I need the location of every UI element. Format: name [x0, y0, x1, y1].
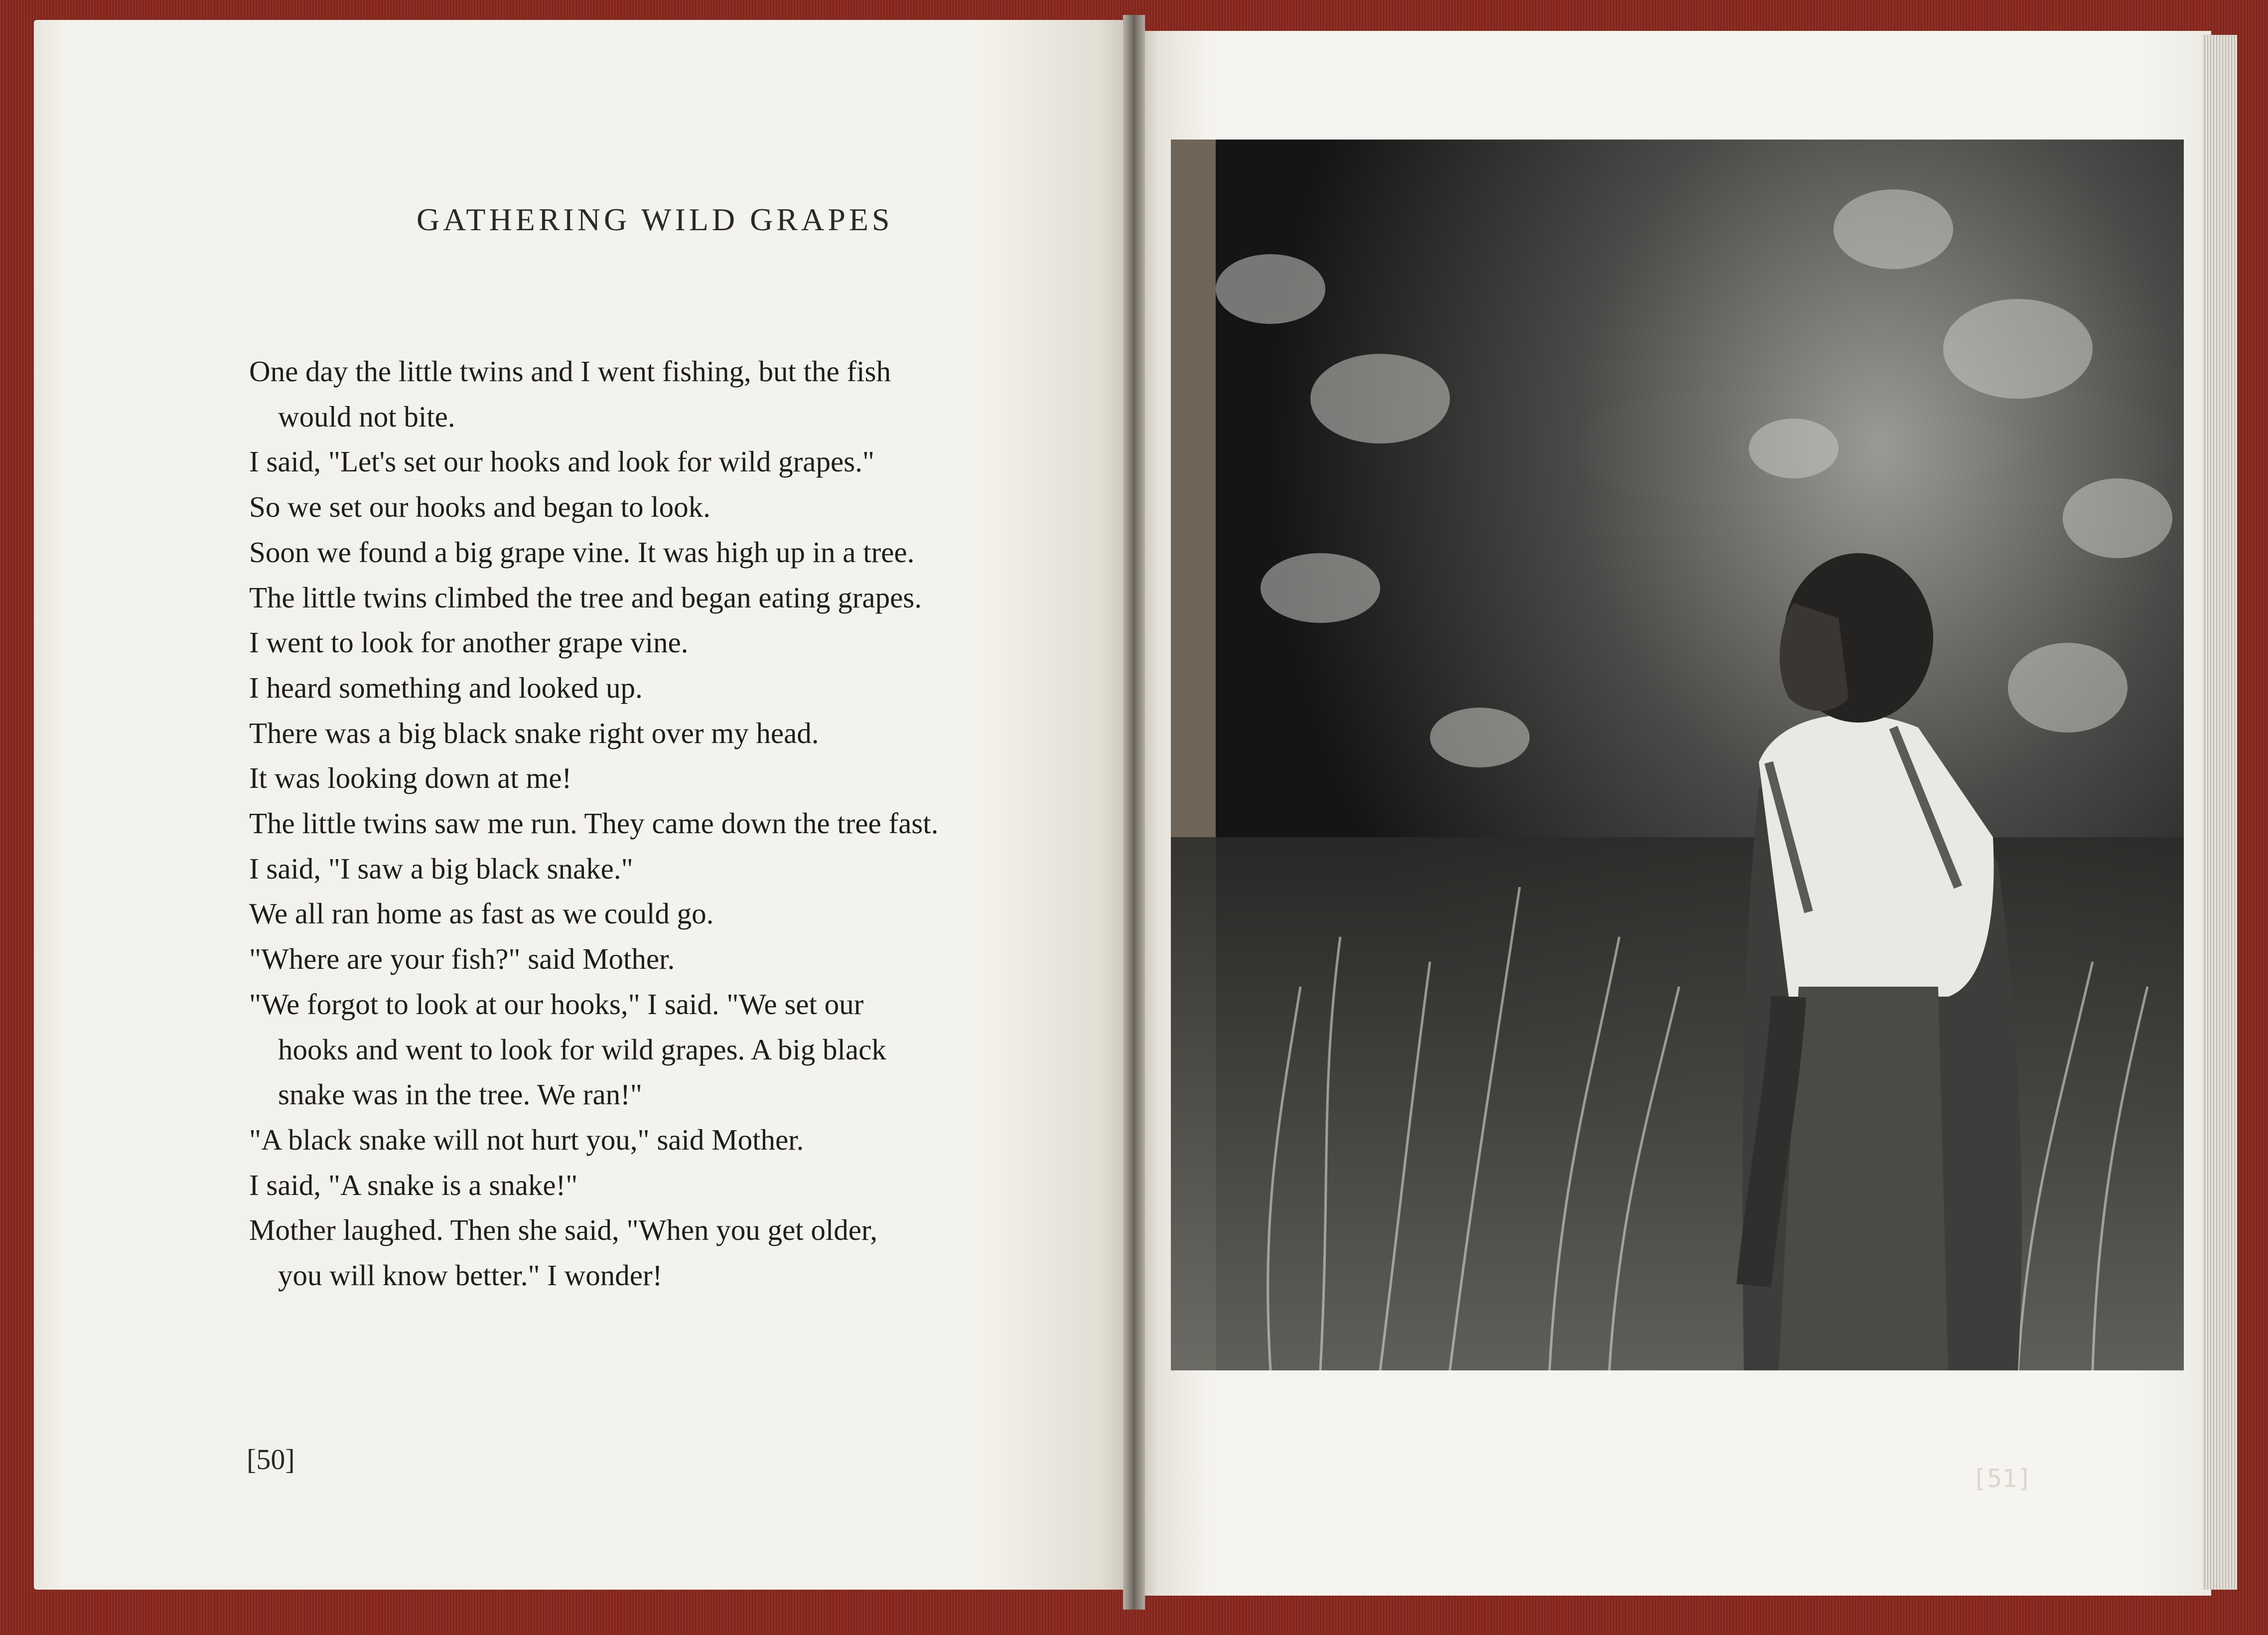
- story-line: "A black snake will not hurt you," said Mother.: [249, 1123, 804, 1156]
- story-line: hooks and went to look for wild grapes. A big black: [278, 1033, 886, 1066]
- book-gutter: [1123, 15, 1145, 1610]
- page-edges: [2202, 35, 2237, 1590]
- story-line: I heard something and looked up.: [249, 671, 643, 704]
- left-page-number: [50]: [247, 1443, 295, 1476]
- story-line: "Where are your fish?" said Mother.: [249, 942, 675, 976]
- chapter-title: GATHERING WILD GRAPES: [417, 202, 893, 237]
- right-page-number: [51]: [1972, 1464, 2032, 1493]
- story-line: Mother laughed. Then she said, "When you get older,: [249, 1213, 877, 1247]
- story-line: I said, "Let's set our hooks and look for wild grapes.": [249, 445, 874, 478]
- story-line: "We forgot to look at our hooks," I said. "We set our: [249, 987, 864, 1021]
- story-line: The little twins saw me run. They came down the tree fast.: [249, 807, 939, 840]
- story-line: I said, "A snake is a snake!": [249, 1168, 578, 1201]
- story-line: snake was in the tree. We ran!": [278, 1078, 642, 1111]
- story-line: you will know better." I wonder!: [278, 1259, 663, 1292]
- story-line: There was a big black snake right over my head.: [249, 716, 819, 749]
- story-line: It was looking down at me!: [249, 761, 572, 795]
- story-line: So we set our hooks and began to look.: [249, 490, 710, 524]
- story-line: We all ran home as fast as we could go.: [249, 897, 714, 930]
- story-line: The little twins climbed the tree and began eating grapes.: [249, 581, 922, 614]
- story-line: I went to look for another grape vine.: [249, 626, 689, 659]
- story-line: would not bite.: [278, 400, 455, 433]
- photo-illustration: [1171, 140, 2184, 1370]
- story-line: One day the little twins and I went fishing, but the fish: [249, 355, 891, 388]
- story-text: [249, 349, 1096, 1298]
- photo-boy-looking-up: [1171, 140, 2184, 1370]
- story-line: Soon we found a big grape vine. It was high up in a tree.: [249, 535, 915, 569]
- story-line: I said, "I saw a big black snake.": [249, 852, 633, 885]
